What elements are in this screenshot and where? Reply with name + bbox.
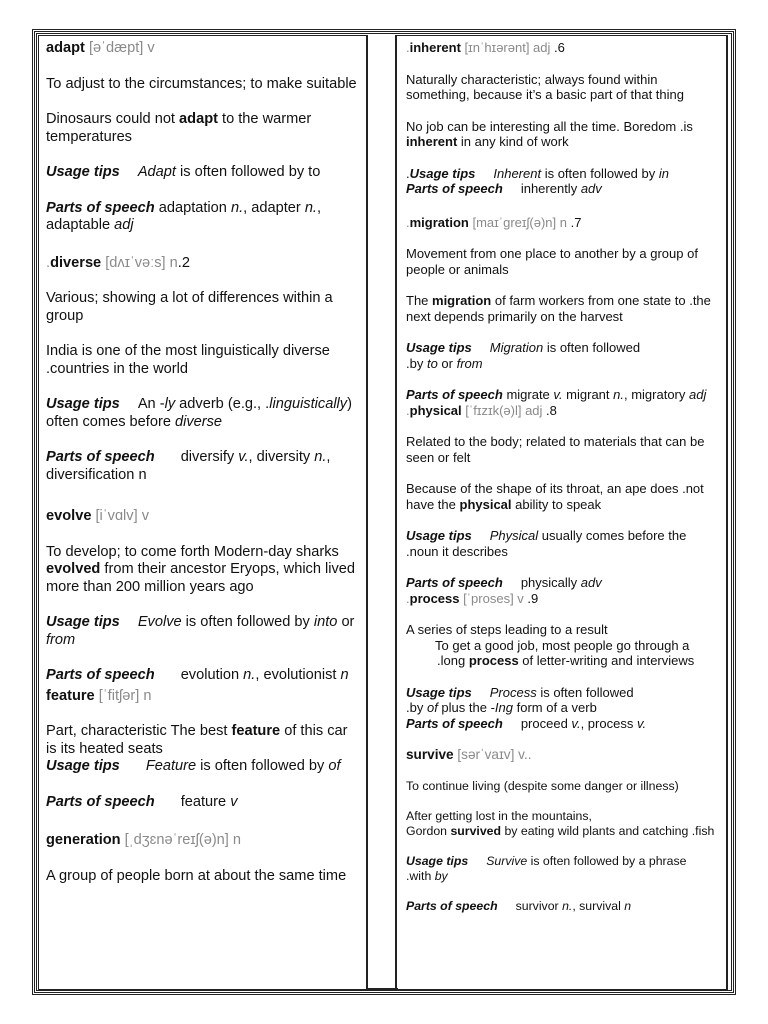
entry-number: .7 (570, 214, 582, 230)
headword: adapt (46, 40, 85, 56)
entry-adapt-heading (46, 40, 361, 58)
parts-of-speech: Parts of speech inherently adv (406, 181, 602, 196)
usage-tips: Usage tips An -ly adverb (e.g., .linguistically) often comes before diverse (46, 396, 352, 430)
headword: evolve (46, 508, 92, 524)
parts-of-speech: Parts of speech diversify v., diversity n., diversification n (46, 449, 331, 483)
usage-tips-label: Usage tips (409, 165, 476, 181)
definition: Various; showing a lot of differences within a group (46, 290, 333, 324)
definition: Related to the body; related to materials that can be seen or felt (406, 434, 705, 465)
entry-generation-heading (46, 832, 361, 850)
pronunciation: [maɪˈgreɪʃ(ə)n] n (468, 214, 571, 230)
entry-feature-heading (46, 688, 361, 706)
headword: diverse (50, 254, 102, 271)
headword: survive (406, 747, 454, 762)
parts-of-speech: Parts of speech survivor n., survival n (406, 899, 632, 914)
entry-number: .2 (177, 254, 190, 271)
example-sentence-cont: .long process of letter-writing and interviews (437, 653, 695, 668)
definition: To continue living (despite some danger or illness) (406, 778, 679, 793)
definition: To adjust to the circumstances; to make suitable (46, 75, 357, 92)
entry-inherent-heading: .inherent [ɪnˈhɪərənt] adj .6 (406, 40, 565, 55)
headword: inherent (409, 40, 461, 55)
usage-tips: .Usage tips Inherent is often followed by in (406, 165, 669, 181)
usage-tips: Usage tips Physical usually comes before the .noun it describes (406, 528, 687, 559)
parts-of-speech-label: Parts of speech (406, 181, 503, 196)
parts-of-speech-label: Parts of speech (46, 667, 155, 683)
column-gutter (366, 35, 396, 990)
example-sentence: After getting lost in the mountains, Gordon survived by eating wild plants and catching .fish (406, 809, 715, 838)
right-column (396, 35, 728, 990)
example-sentence: To get a good job, most people go through a (435, 637, 690, 653)
example-sentence: India is one of the most linguistically diverse .countries in the world (46, 343, 330, 377)
example-sentence: No job can be interesting all the time. Boredom .is inherent in any kind of work (406, 118, 693, 149)
usage-tips-label: Usage tips (406, 340, 472, 355)
definition: Naturally characteristic; always found within something, because it’s a basic part of that thing (406, 71, 684, 102)
parts-of-speech-label: Parts of speech (46, 793, 155, 810)
parts-of-speech-label: Parts of speech (406, 575, 503, 590)
parts-of-speech: Parts of speech physically adv (406, 575, 602, 590)
headword: physical (409, 402, 462, 418)
example-sentence: Dinosaurs could not adapt to the warmer temperatures (46, 111, 312, 145)
left-column (38, 35, 368, 990)
usage-tips-label: Usage tips (46, 396, 120, 412)
parts-of-speech: Parts of speech evolution n., evolutionist n (46, 667, 349, 683)
parts-of-speech: Parts of speech adaptation n., adapter n., adaptable adj (46, 199, 322, 233)
parts-of-speech-label: Parts of speech (406, 387, 503, 402)
usage-tips-label: Usage tips (406, 528, 472, 543)
pronunciation: [sərˈvaɪv] v (453, 747, 524, 762)
entry-physical-heading: .physical [ˈfɪzɪk(ə)l] adj .8 (406, 402, 557, 418)
pronunciation: [iˈvɑlv] v (91, 508, 150, 524)
entry-number: .8 (546, 402, 557, 418)
entry-number: .9 (527, 590, 539, 606)
pronunciation: [ˌdʒɛnəˈreɪʃ(ə)n] n (120, 832, 242, 848)
example-sentence: Because of the shape of its throat, an ape does .not have the physical ability to speak (406, 481, 704, 512)
usage-tips: Usage tips Evolve is often followed by into or from (46, 614, 355, 648)
parts-of-speech: Parts of speech migrate v. migrant n., migratory adj (406, 387, 707, 402)
usage-tips-label: Usage tips (406, 854, 469, 869)
parts-of-speech-label: Parts of speech (46, 449, 155, 465)
headword: feature (46, 687, 95, 704)
usage-tips-label: Usage tips (46, 164, 120, 180)
usage-tips-label: Usage tips (406, 684, 472, 700)
usage-tips: Usage tips Migration is often followed .by to or from (406, 340, 641, 371)
definition: A group of people born at about the same time (46, 867, 347, 884)
pronunciation: [ˈproses] v (459, 590, 528, 606)
entry-process-heading: .process [ˈproses] v .9 (406, 590, 539, 606)
entry-diverse-heading: .diverse [dʌɪˈvəːs] n.2 (46, 254, 190, 271)
usage-tips-label: Usage tips (46, 758, 120, 774)
definition: A series of steps leading to a result (406, 622, 608, 637)
pronunciation: [ɪnˈhɪərənt] adj (460, 40, 555, 55)
pronunciation: [dʌɪˈvəːs] n (101, 254, 178, 271)
parts-of-speech: Parts of speech proceed v., process v. (406, 715, 647, 731)
gutter-bottom-rule (366, 988, 398, 991)
example-sentence: The migration of farm workers from one state to .the next depends primarily on the harvest (406, 293, 711, 324)
pronunciation: [ˈfɪzɪk(ə)l] adj (461, 402, 547, 418)
parts-of-speech-label: Parts of speech (406, 715, 503, 731)
definition: Movement from one place to another by a group of people or animals (406, 246, 698, 277)
headword: generation (46, 832, 121, 848)
usage-tips: Usage tips Adapt is often followed by to (46, 164, 321, 180)
definition: To develop; to come forth Modern-day sharks evolved from their ancestor Eryops, which lived more than 200 million years ago (46, 543, 356, 595)
entry-survive-heading: survive [sərˈvaɪv] v.. (406, 747, 532, 762)
pronunciation: [əˈdæpt] v (84, 40, 155, 56)
entry-evolve-heading (46, 508, 361, 526)
usage-tips: Usage tips Survive is often followed by a phrase .with by (406, 854, 687, 883)
entry-number: .6 (554, 40, 565, 55)
usage-tips-label: Usage tips (46, 614, 120, 630)
parts-of-speech: Parts of speech feature v (46, 793, 238, 810)
usage-tips: Usage tips Process is often followed .by of plus the -Ing form of a verb (406, 684, 634, 715)
usage-tips: Usage tips Feature is often followed by of (46, 758, 341, 774)
headword: migration (409, 214, 469, 230)
pronunciation: [ˈfitʃər] n (94, 687, 152, 704)
headword: process (409, 590, 460, 606)
entry-migration-heading: .migration [maɪˈgreɪʃ(ə)n] n .7 (406, 214, 582, 230)
parts-of-speech-label: Parts of speech (406, 899, 498, 914)
definition: Part, characteristic The best feature of this car is its heated seats (46, 723, 348, 757)
parts-of-speech-label: Parts of speech (46, 199, 155, 216)
